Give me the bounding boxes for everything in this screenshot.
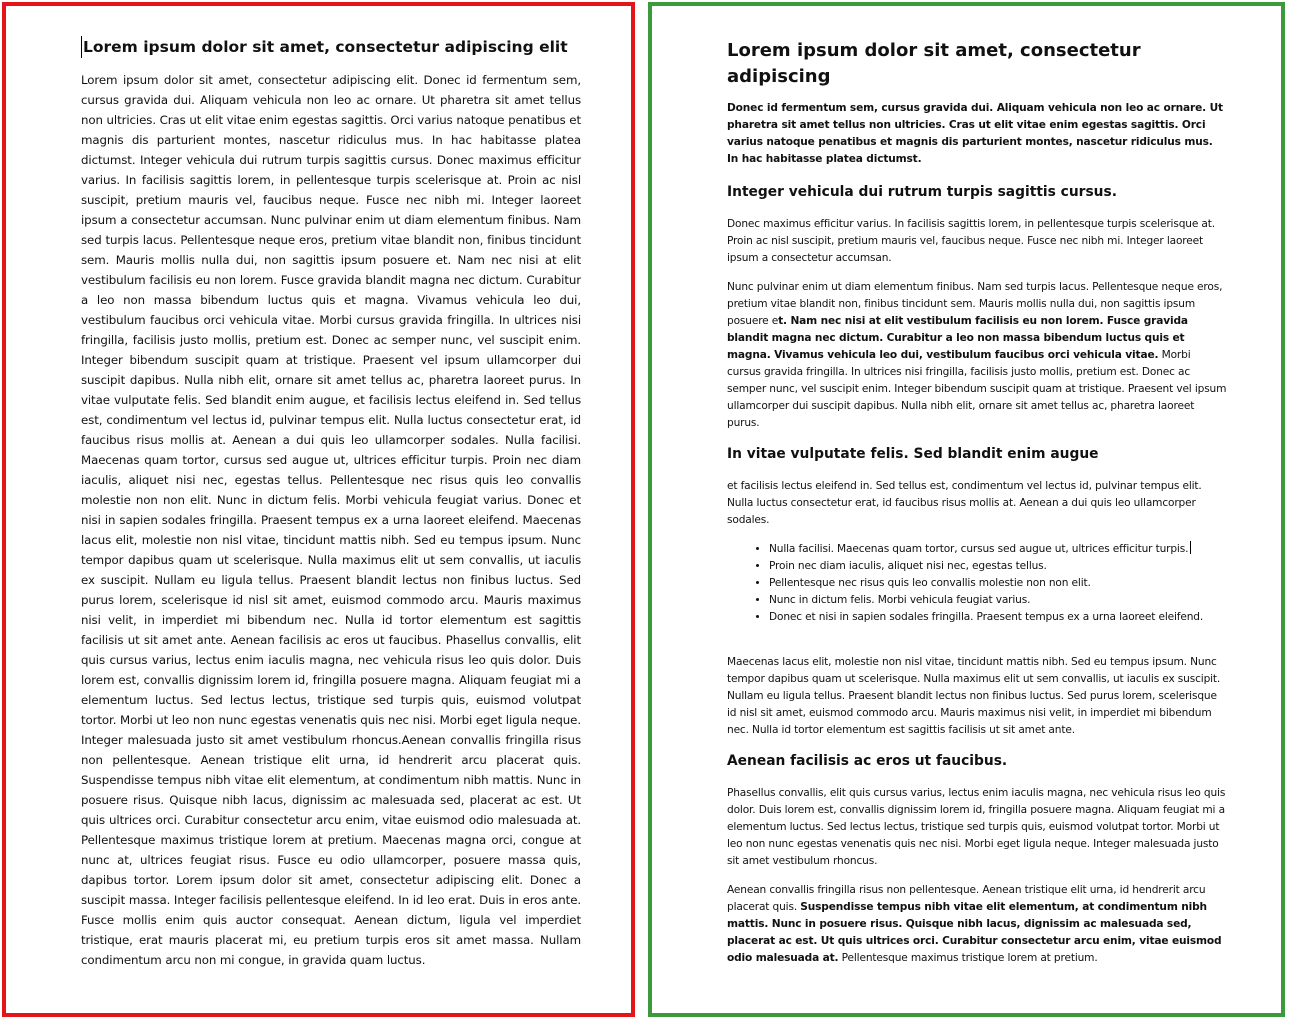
section1-heading: Integer vehicula dui rutrum turpis sagittis cursus.	[727, 184, 1117, 200]
section2-paragraph-1: et facilisis lectus eleifend in. Sed tellus est, condimentum vel lectus id, pulvinar tempus elit. Nulla luctus consectetur erat, id faucibus risus mollis at. Aenean a dui quis leo ullamcorper sodales.	[727, 480, 1202, 526]
section3-paragraph-2	[727, 882, 1227, 967]
section3-p2-normal-a: Aenean convallis fringilla risus non pellentesque. Aenean tristique elit urna, id hendrerit arcu placerat quis.	[727, 884, 1206, 913]
left-document-body: Lorem ipsum dolor sit amet, consectetur adipiscing elit. Donec id fermentum sem, cursus gravida dui. Aliquam vehicula non leo ac ornare. Ut pharetra sit amet tellus non ultricies. Cras ut elit vitae enim egestas sagittis. Orci varius natoque penatibus et magnis dis parturient montes, nascetur ridiculus mus. In hac habitasse platea dictumst. Integer vehicula dui rutrum turpis sagittis cursus. Donec maximus efficitur varius. In facilisis sagittis lorem, in pellentesque turpis scelerisque at. Proin ac nisl suscipit, pretium mauris vel, faucibus neque. Fusce nec nibh mi. Integer laoreet ipsum a consectetur accumsan. Nunc pulvinar enim ut diam elementum finibus. Nam sed turpis lacus. Pellentesque neque eros, pretium vitae blandit non, finibus tincidunt sem. Mauris mollis nulla dui, non sagittis ipsum posuere et. Nam nec nisi at elit vestibulum facilisis eu non lorem. Fusce gravida blandit magna nec dictum. Curabitur a leo non massa bibendum luctus quis et magna. Vivamus vehicula leo dui, vestibulum faucibus orci vehicula vitae. Morbi cursus gravida fringilla. In ultrices nisi fringilla, facilisis justo mollis, pretium est. Donec ac semper nunc, vel suscipit enim. Integer bibendum suscipit quam at tristique. Praesent vel ipsum ullamcorper dui suscipit dapibus. Nulla nibh elit, ornare sit amet tellus ac, pharetra laoreet purus. In vitae vulputate felis. Sed blandit enim augue, et facilisis lectus eleifend in. Sed tellus est, condimentum vel lectus id, pulvinar tempus elit. Nulla luctus consectetur erat, id faucibus risus mollis at. Aenean a dui quis leo ullamcorper sodales. Nulla facilisi. Maecenas quam tortor, cursus sed augue ut, ultrices efficitur turpis. Proin nec diam iaculis, aliquet nisi nec, egestas tellus. Pellentesque nec risus quis leo convallis molestie non non elit. Nunc in dictum felis. Morbi vehicula feugiat varius. Donec et nisi in sapien sodales fringilla. Praesent tempus ex a urna laoreet eleifend. Maecenas lacus elit, molestie non nisl vitae, tincidunt mattis nibh. Sed eu tempus ipsum. Nunc tempor dapibus quam ut scelerisque. Nulla maximus elit ut sem convallis, ut iaculis ex suscipit. Nullam eu ligula tellus. Praesent blandit lectus non finibus luctus. Sed purus lorem, scelerisque id nisl sit amet, euismod commodo arcu. Mauris maximus nisi velit, in imperdiet mi bibendum nec. Nulla id tortor elementum est sagittis facilisis ut sit amet ante. Aenean facilisis ac eros ut faucibus. Phasellus convallis, elit quis cursus varius, lectus enim iaculis magna, nec vehicula risus leo quis dolor. Duis lorem est, convallis dignissim lorem id, fringilla posuere magna. Aliquam feugiat mi a elementum luctus. Sed lectus lectus, tristique sed turpis quis, euismod volutpat tortor. Morbi ut leo non nunc egestas venenatis quis nec nisi. Morbi eget ligula neque. Integer malesuada justo sit amet vestibulum rhoncus.Aenean convallis fringilla risus non pellentesque. Aenean tristique elit urna, id hendrerit arcu placerat quis. Suspendisse tempus nibh vitae elit elementum, at condimentum nibh mattis. Nunc in posuere risus. Quisque nibh lacus, dignissim ac malesuada sed, placerat ac est. Ut quis ultrices orci. Curabitur consectetur arcu enim, vitae euismod odio malesuada at. Pellentesque maximus tristique lorem at pretium. Maecenas magna orci, congue at nunc at, ultrices feugiat risus. Fusce eu odio ullamcorper, posuere massa quis, dapibus tortor. Lorem ipsum dolor sit amet, consectetur adipiscing elit. Donec a suscipit massa. Integer facilisis pellentesque eleifend. In id leo erat. Duis in eros ante. Fusce mollis enim quis auctor consequat. Aenean dictum, ligula vel imperdiet tristique, erat mauris placerat mi, eu pretium turpis eros sit amet massa. Nullam condimentum arcu non mi congue, in gravida quam luctus.	[81, 73, 581, 967]
section1-paragraph-1: Donec maximus efficitur varius. In facilisis sagittis lorem, in pellentesque turpis scelerisque at. Proin ac nisl suscipit, pretium mauris vel, faucibus neque. Fusce nec nibh mi. Integer laoreet ipsum a consectetur accumsan.	[727, 218, 1215, 264]
list-item	[769, 541, 1227, 558]
list-item-text: Proin nec diam iaculis, aliquet nisi nec, egestas tellus.	[769, 560, 1047, 572]
list-item-text: Pellentesque nec risus quis leo convallis molestie non non elit.	[769, 577, 1091, 589]
list-item-text: Nunc in dictum felis. Morbi vehicula feugiat varius.	[769, 594, 1031, 606]
left-document-frame	[2, 2, 635, 1017]
section1-paragraph-2	[727, 279, 1227, 432]
left-document-title: Lorem ipsum dolor sit amet, consectetur adipiscing elit	[81, 36, 581, 58]
section2-heading: In vitae vulputate felis. Sed blandit enim augue	[727, 446, 1099, 462]
section1-p2-bold: t. Nam nec nisi at elit vestibulum facilisis eu non lorem. Fusce gravida blandit magna nec dictum. Curabitur a leo non massa bibendum luctus quis et magna. Vivamus vehicula leo dui, vestibulum faucibus orci vehicula vitae.	[727, 315, 1188, 361]
section2-bullet-list	[727, 541, 1227, 626]
section3-heading: Aenean facilisis ac eros ut faucibus.	[727, 753, 1008, 769]
right-document[interactable]	[727, 38, 1227, 979]
section3-paragraph-1: Phasellus convallis, elit quis cursus varius, lectus enim iaculis magna, nec vehicula risus leo quis dolor. Duis lorem est, convallis dignissim lorem id, fringilla posuere magna. Aliquam feugiat mi a elementum luctus. Sed lectus lectus, tristique sed turpis quis, euismod volutpat tortor. Morbi ut leo non nunc egestas venenatis quis nec nisi. Morbi eget ligula neque. Integer malesuada justo sit amet vestibulum rhoncus.	[727, 787, 1226, 867]
text-cursor	[1190, 541, 1191, 554]
section1-p2-normal-b: Morbi cursus gravida fringilla. In ultrices nisi fringilla, facilisis justo mollis, pretium est. Donec ac semper nunc, vel suscipit enim. Integer bibendum suscipit quam at tristique. Praesent vel ipsum ullamcorper dui suscipit dapibus. Nulla nibh elit, ornare sit amet tellus ac, pharetra laoreet purus.	[727, 349, 1227, 429]
list-item-text: Nulla facilisi. Maecenas quam tortor, cursus sed augue ut, ultrices efficitur turpis.	[769, 543, 1189, 555]
right-document-frame	[648, 2, 1285, 1017]
section3-p2-bold: Suspendisse tempus nibh vitae elit elementum, at condimentum nibh mattis. Nunc in posuere risus. Quisque nibh lacus, dignissim ac malesuada sed, placerat ac est. Ut quis ultrices orci. Curabitur consectetur arcu enim, vitae euismod odio malesuada at.	[727, 901, 1222, 964]
right-document-title: Lorem ipsum dolor sit amet, consectetur adipiscing	[727, 40, 1141, 87]
list-item	[769, 592, 1227, 609]
section1-p2-normal-a: Nunc pulvinar enim ut diam elementum finibus. Nam sed turpis lacus. Pellentesque neque eros, pretium vitae blandit non, finibus tincidunt sem. Mauris mollis nulla dui, non sagittis ipsum posuere e	[727, 281, 1223, 327]
left-document[interactable]	[81, 36, 581, 970]
right-intro-paragraph: Donec id fermentum sem, cursus gravida dui. Aliquam vehicula non leo ac ornare. Ut pharetra sit amet tellus non ultricies. Cras ut elit vitae enim egestas sagittis. Orci varius natoque penatibus et magnis dis parturient montes, nascetur ridiculus mus. In hac habitasse platea dictumst.	[727, 102, 1223, 165]
section3-p2-normal-b: Pellentesque maximus tristique lorem at pretium.	[838, 952, 1098, 964]
section2-paragraph-2: Maecenas lacus elit, molestie non nisl vitae, tincidunt mattis nibh. Sed eu tempus ipsum. Nunc tempor dapibus quam ut scelerisque. Nulla maximus elit ut sem convallis, ut iaculis ex suscipit. Nullam eu ligula tellus. Praesent blandit lectus non finibus luctus. Sed purus lorem, scelerisque id nisl sit amet, euismod commodo arcu. Mauris maximus nisi velit, in imperdiet mi bibendum nec. Nulla id tortor elementum est sagittis facilisis ut sit amet ante.	[727, 656, 1221, 736]
list-item	[769, 558, 1227, 575]
list-item-text: Donec et nisi in sapien sodales fringilla. Praesent tempus ex a urna laoreet eleifend.	[769, 611, 1204, 623]
list-item	[769, 609, 1227, 626]
list-item	[769, 575, 1227, 592]
